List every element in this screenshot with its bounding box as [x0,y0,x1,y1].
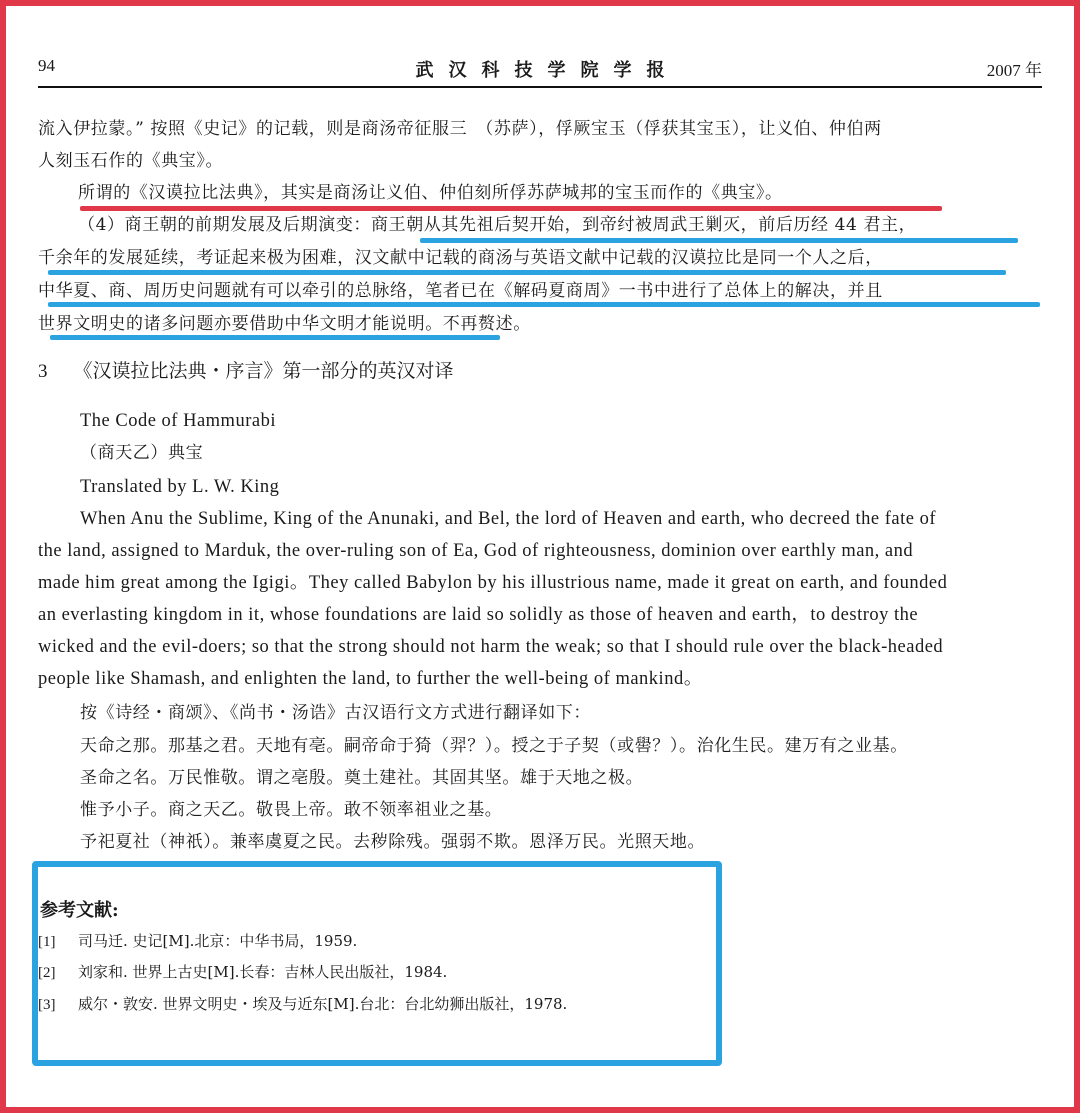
english-text-line-4: an everlasting kingdom in it, whose foundations are laid so solidly as those of heaven and earth，to destroy the [38,605,919,625]
section-heading [38,358,454,385]
paragraph-3-line-1: （4）商王朝的前期发展及后期演变：商王朝从其先祖后契开始，到帝纣被周武王剿灭，前后历经 44 君主， [78,215,917,235]
english-text-line-2: the land, assigned to Marduk, the over-ruling son of Ea, God of righteousness, dominion over earthly man, and [38,541,914,561]
blue-underline-3 [48,302,1040,307]
page-number: 94 [38,56,55,75]
reference-number: [3] [38,997,56,1013]
paragraph-3-line-3: 中华夏、商、周历史问题就有可以牵引的总脉络，笔者已在《解码夏商周》一书中进行了总体上的解决，并且 [38,281,883,301]
reference-item [38,994,567,1015]
blue-underline-1 [420,238,1018,243]
classical-line-4: 予祀夏社（神祇）。兼率虞夏之民。去秽除残。强弱不欺。恩泽万民。光照天地。 [80,832,706,852]
classical-line-3: 惟予小子。商之天乙。敬畏上帝。敢不领率祖业之基。 [80,800,503,820]
translation-intro: 按《诗经・商颂》、《尚书・汤诰》古汉语行文方式进行翻译如下： [80,703,591,723]
classical-line-1: 天命之那。那基之君。天地有亳。嗣帝命于猗（羿？）。授之于子契（或嚳？）。治化生民。建万有之业基。 [80,736,908,756]
reference-text: 司马迁. 史记[M].北京：中华书局，1959. [78,932,358,950]
english-text-line-5: wicked and the evil-doers; so that the strong should not harm the weak; so that I should rule over the black-headed [38,637,944,657]
section-number: 3 [38,361,48,382]
section-title-text: 《汉谟拉比法典・序言》第一部分的英汉对译 [73,360,454,382]
paragraph-3-line-4: 世界文明史的诸多问题亦要借助中华文明才能说明。不再赘述。 [38,314,531,334]
page-header [38,56,1042,88]
paragraph-1-line-1: 流入伊拉蒙。” 按照《史记》的记载，则是商汤帝征服三 （苏萨），俘厥宝玉（俘获其宝玉），让义伯、仲伯两 [38,119,882,139]
paragraph-2: 所谓的《汉谟拉比法典》，其实是商汤让义伯、仲伯刻所俘苏萨城邦的宝玉而作的《典宝》。 [78,183,783,203]
chinese-title: （商天乙）典宝 [80,443,204,463]
english-text-line-3: made him great among the Igigi。They called Babylon by his illustrious name, made it great on earth, and founded [38,573,948,593]
english-text-line-6: people like Shamash, and enlighten the land, to further the well-being of mankind。 [38,669,703,689]
reference-item [38,962,447,983]
reference-number: [1] [38,934,56,950]
red-underline-highlight [80,206,942,211]
publication-year: 2007 年 [986,61,1042,80]
blue-underline-4 [50,335,500,340]
paragraph-3-line-2: 千余年的发展延续，考证起来极为困难，汉文献中记载的商汤与英语文献中记载的汉谟拉比是同一个人之后， [38,248,883,268]
code-title: The Code of Hammurabi [80,411,276,431]
classical-line-2: 圣命之名。万民惟敬。谓之亳殷。奠土建社。其固其坚。雄于天地之极。 [80,768,644,788]
reference-item [38,931,357,952]
journal-title: 武汉科技学院学报 [415,60,680,81]
paragraph-1-line-2: 人刻玉石作的《典宝》。 [38,151,224,171]
references-heading: 参考文献: [40,900,119,921]
reference-text: 威尔・敦安. 世界文明史・埃及与近东[M].台北：台北幼狮出版社，1978. [78,995,568,1013]
reference-number: [2] [38,965,56,981]
reference-text: 刘家和. 世界上古史[M].长春：吉林人民出版社，1984. [78,963,448,981]
english-text-line-1: When Anu the Sublime, King of the Anunaki, and Bel, the lord of Heaven and earth, who decreed the fate of [80,509,936,529]
blue-underline-2 [48,270,1006,275]
translator-line: Translated by L. W. King [80,477,280,497]
